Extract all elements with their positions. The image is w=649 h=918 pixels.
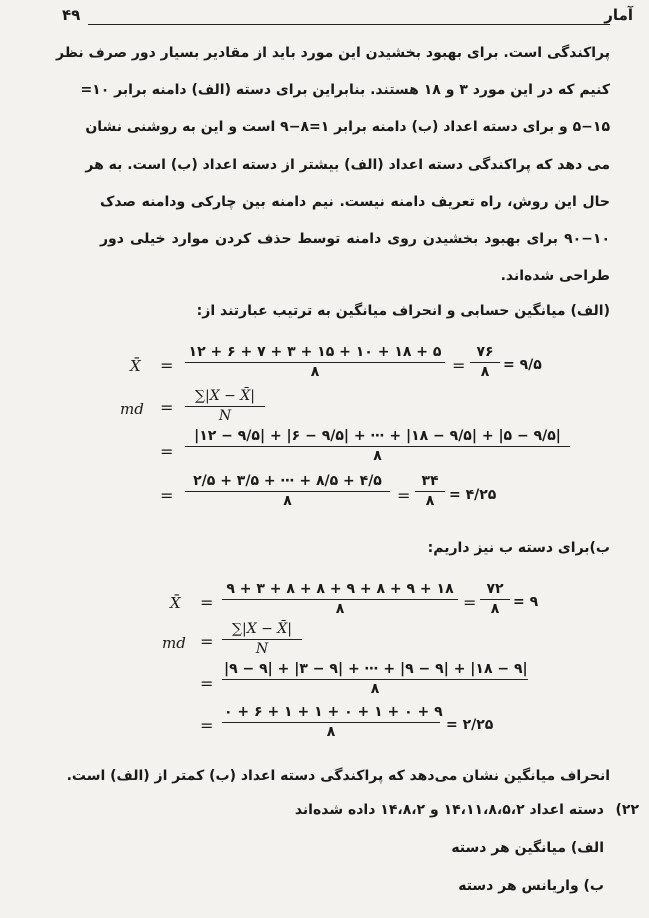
md-fraction-values xyxy=(185,473,390,509)
part-b-intro: ب)برای دسته ب نیز داریم: xyxy=(427,540,610,556)
fraction-denominator: N xyxy=(255,641,269,657)
fraction-numerator: ۲/۵ + ۳/۵ + ⋯ + ۸/۵ + ۴/۵ xyxy=(185,473,390,492)
paragraph-line: ۹۰−۱۰ برای بهبود بخشیدن روی دامنه توسط حذف کردن موارد خیلی دور xyxy=(100,231,610,247)
md-fraction-simplified xyxy=(415,473,445,509)
fraction-denominator: ۸ xyxy=(310,364,320,380)
md-formula xyxy=(222,621,302,657)
mean-fraction xyxy=(222,581,458,617)
fraction-denominator: ۸ xyxy=(490,601,500,617)
fraction-numerator: ۰ + ۶ + ۱ + ۱ + ۰ + ۱ + ۰ + ۹ xyxy=(222,704,440,723)
equals-sign: = xyxy=(397,486,411,505)
exercise-statement: دسته اعداد ۱۴،۱۱،۸،۵،۲ و ۱۴،۸،۲ داده شده‌اند xyxy=(294,802,604,818)
mean-result: = ۹/۵ xyxy=(503,357,542,373)
mean-symbol: X̄ xyxy=(170,594,181,612)
fraction-denominator: ۸ xyxy=(370,681,380,697)
fraction-numerator: ∑|X − X̄| xyxy=(185,388,265,407)
header-rule xyxy=(88,24,610,25)
md-formula xyxy=(185,388,265,424)
equals-sign: = xyxy=(160,442,174,461)
paragraph-line: ۵−۱۵ و برای دسته اعداد (ب) دامنه برابر ۱=۸−۹ است و این به روشنی نشان xyxy=(85,119,610,135)
mean-deviation-symbol: md xyxy=(120,400,144,418)
equals-sign: = xyxy=(200,716,214,735)
exercise-item-a: الف) میانگین هر دسته xyxy=(451,840,604,856)
exercise-item-b: ب) واریانس هر دسته xyxy=(458,878,604,894)
fraction-denominator: ۸ xyxy=(283,493,292,509)
mean-deviation-symbol: md xyxy=(162,634,186,652)
paragraph-line: پراکندگی است. برای بهبود بخشیدن این مورد باید از مقادیر بسیار دور صرف نظر xyxy=(56,45,610,61)
paragraph-line: می دهد که پراکندگی دسته اعداد (الف) بیشتر از دسته اعداد (ب) است. به هر xyxy=(85,157,610,173)
fraction-numerator: |۹ − ۹| + |۳ − ۹| + ⋯ + |۹ − ۹| + |۱۸ − ۹| xyxy=(222,661,528,680)
fraction-numerator: ∑|X − X̄| xyxy=(222,621,302,640)
md-fraction-expanded xyxy=(185,428,570,464)
paragraph-line: طراحی شده‌اند. xyxy=(500,268,610,284)
exercise-number: ۲۲) xyxy=(615,802,639,818)
equals-sign: = xyxy=(200,674,214,693)
equals-sign: = xyxy=(160,486,174,505)
equals-sign: = xyxy=(160,356,174,375)
fraction-numerator: ۷۲ xyxy=(480,581,510,600)
mean-result: = ۹ xyxy=(513,594,539,610)
conclusion: انحراف میانگین نشان می‌دهد که پراکندگی دسته اعداد (ب) کمتر از (الف) است. xyxy=(66,768,610,784)
md-fraction-expanded xyxy=(222,661,528,697)
paragraph-line: حال این روش، راه تعریف دامنه نیست. نیم دامنه بین چارکی ودامنه صدک xyxy=(100,194,610,210)
mean-fraction xyxy=(185,344,445,380)
md-result: = ۲/۲۵ xyxy=(446,717,494,733)
fraction-numerator: ۱۲ + ۶ + ۷ + ۳ + ۱۵ + ۱۰ + ۱۸ + ۵ xyxy=(185,344,445,363)
mean-symbol: X̄ xyxy=(130,357,141,375)
fraction-denominator: ۸ xyxy=(480,364,490,380)
fraction-numerator: ۹ + ۳ + ۸ + ۸ + ۹ + ۸ + ۹ + ۱۸ xyxy=(222,581,458,600)
fraction-denominator: ۸ xyxy=(335,601,345,617)
fraction-denominator: ۸ xyxy=(326,724,336,740)
equals-sign: = xyxy=(200,593,214,612)
fraction-numerator: ۳۴ xyxy=(415,473,445,492)
paragraph-line: کنیم که در این مورد ۳ و ۱۸ هستند. بنابراین برای دسته (الف) دامنه برابر ۱۰= xyxy=(80,82,610,98)
part-a-intro: (الف) میانگین حسابی و انحراف میانگین به ترتیب عبارتند از: xyxy=(196,303,610,319)
fraction-denominator: ۸ xyxy=(373,448,382,464)
fraction-denominator: ۸ xyxy=(425,493,435,509)
chapter-title: آمار xyxy=(604,6,633,24)
mean-fraction-simplified xyxy=(480,581,510,617)
fraction-numerator: |۱۲ − ۹/۵| + |۶ − ۹/۵| + ⋯ + |۱۸ − ۹/۵| + |۵ − ۹/۵| xyxy=(185,428,570,447)
equals-sign: = xyxy=(463,593,477,612)
fraction-denominator: N xyxy=(218,408,232,424)
page-number: ۴۹ xyxy=(62,6,81,24)
equals-sign: = xyxy=(200,632,214,651)
fraction-numerator: ۷۶ xyxy=(470,344,500,363)
md-fraction-values xyxy=(222,704,443,740)
equals-sign: = xyxy=(452,356,466,375)
equals-sign: = xyxy=(160,398,174,417)
md-result: = ۴/۲۵ xyxy=(449,487,497,503)
mean-fraction-simplified xyxy=(470,344,500,380)
